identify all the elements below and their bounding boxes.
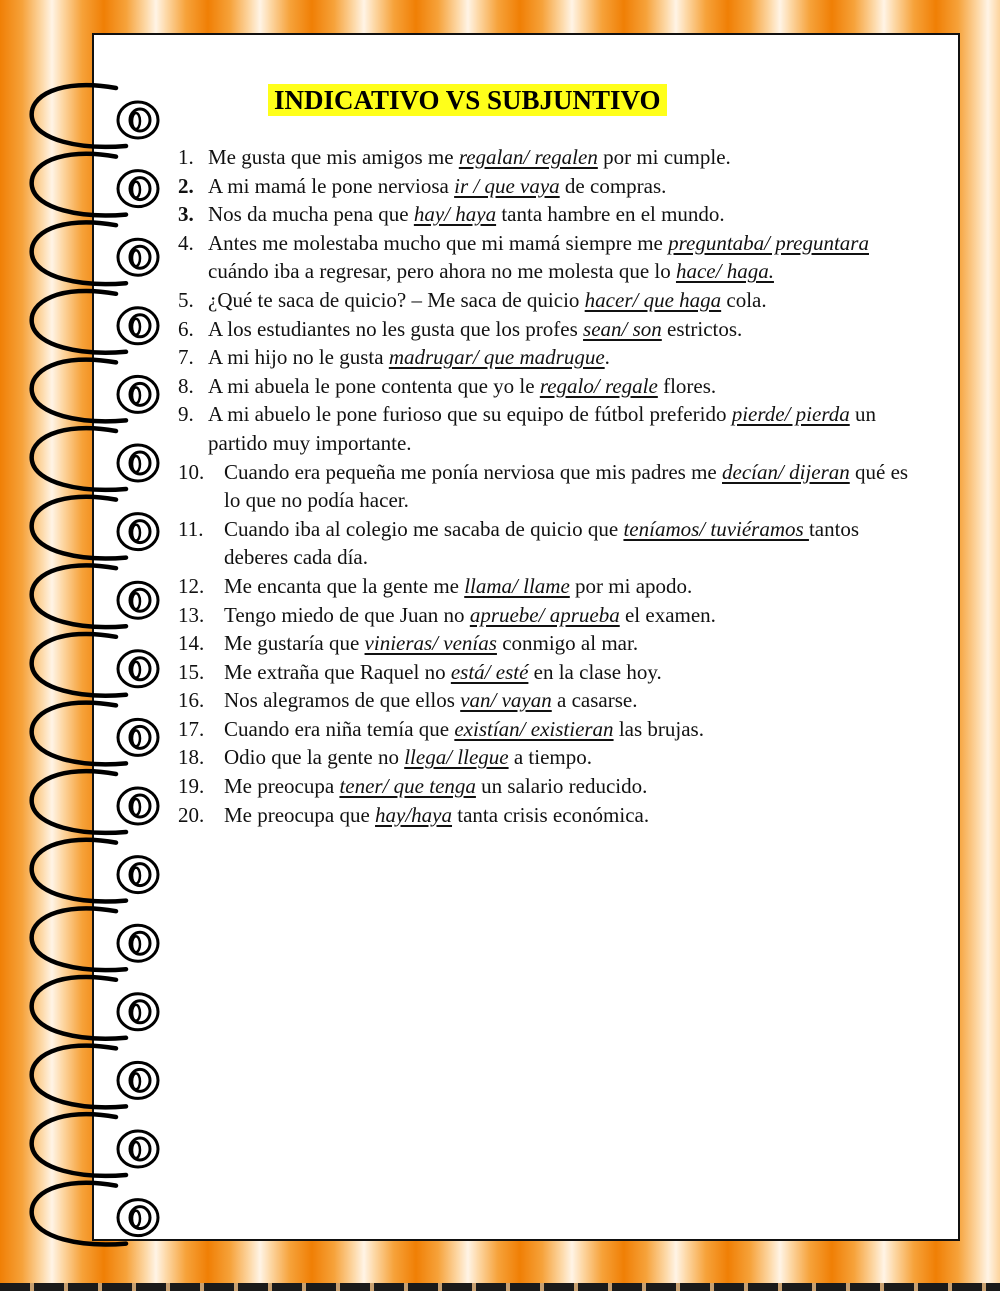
spiral-ring-icon	[32, 360, 158, 422]
item-text: Odio que la gente no	[224, 745, 405, 770]
item-text: Tengo miedo de que Juan no	[224, 602, 470, 627]
item-text-end: flores.	[657, 373, 717, 398]
exercise-item-10	[178, 458, 918, 515]
spiral-ring-icon	[32, 1114, 158, 1176]
spiral-ring-icon	[32, 85, 158, 147]
choice-options: decían/ dijeran	[722, 459, 850, 484]
item-number: 13.	[178, 602, 205, 627]
choice-options: teníamos/ tuviéramos	[623, 516, 809, 541]
spiral-ring-icon	[32, 154, 158, 216]
item-text: A mi mamá le pone nerviosa	[208, 173, 455, 198]
item-number: 19.	[178, 774, 205, 799]
choice-options: hacer/ que haga	[584, 287, 722, 312]
exercise-item-20	[178, 801, 918, 830]
item-number: 11.	[178, 516, 204, 541]
choice-options: hay/haya	[375, 802, 453, 827]
item-text-end: tanta hambre en el mundo.	[496, 202, 725, 227]
item-number: 2.	[178, 173, 194, 198]
spiral-ring-icon	[32, 908, 158, 970]
item-text-end: un partido muy importante.	[208, 402, 876, 455]
choice-options-2: hace/ haga.	[675, 259, 774, 284]
item-text-end: .	[604, 345, 610, 370]
exercise-item-3	[178, 200, 918, 229]
item-text-middle: cuándo iba a regresar, pero ahora no me molesta que lo	[208, 259, 676, 284]
exercise-item-13	[178, 601, 918, 630]
exercise-item-8	[178, 372, 918, 401]
choice-options: preguntaba/ preguntara	[668, 230, 869, 255]
choice-options: regalo/ regale	[539, 373, 658, 398]
item-number: 12.	[178, 573, 205, 598]
item-text: Me preocupa	[224, 774, 340, 799]
spiral-ring-icon	[32, 497, 158, 559]
spiral-ring-icon	[32, 634, 158, 696]
exercise-item-1	[178, 143, 918, 172]
item-text-end: a casarse.	[551, 688, 638, 713]
item-text: ¿Qué te saca de quicio? – Me saca de quicio	[208, 287, 585, 312]
choice-options: existían/ existieran	[454, 716, 614, 741]
spiral-ring-icon	[32, 703, 158, 765]
item-number: 7.	[178, 345, 194, 370]
spiral-ring-icon	[32, 977, 158, 1039]
exercise-item-19	[178, 772, 918, 801]
spiral-binding	[0, 0, 170, 1291]
item-text-end: de compras.	[559, 173, 667, 198]
item-text-end: a tiempo.	[508, 745, 592, 770]
item-number: 15.	[178, 659, 205, 684]
spiral-ring-icon	[32, 1046, 158, 1108]
exercise-item-16	[178, 686, 918, 715]
exercise-item-15	[178, 658, 918, 687]
spiral-ring-icon	[32, 840, 158, 902]
item-text-end: un salario reducido.	[475, 774, 648, 799]
choice-options: llama/ llame	[464, 573, 570, 598]
spiral-ring-icon	[32, 1183, 158, 1245]
choice-options: vinieras/ venías	[364, 631, 497, 656]
spiral-ring-icon	[32, 428, 158, 490]
exercise-item-17	[178, 715, 918, 744]
choice-options: regalan/ regalen	[458, 145, 598, 169]
item-text-end: las brujas.	[613, 716, 704, 741]
item-text-end: cola.	[721, 287, 767, 312]
exercise-item-11	[178, 515, 918, 572]
item-text: Me encanta que la gente me	[224, 573, 465, 598]
item-text: A los estudiantes no les gusta que los profes	[208, 316, 584, 341]
exercise-item-18	[178, 743, 918, 772]
item-text: Me gustaría que	[224, 631, 365, 656]
item-text: Antes me molestaba mucho que mi mamá siempre me	[208, 230, 669, 255]
exercise-item-5	[178, 286, 918, 315]
item-number: 4.	[178, 230, 194, 255]
choice-options: llega/ llegue	[404, 745, 509, 770]
item-number: 8.	[178, 373, 194, 398]
choice-options: madrugar/ que madrugue	[388, 345, 605, 370]
item-number: 18.	[178, 745, 205, 770]
choice-options: ir / que vaya	[454, 173, 560, 198]
choice-options: está/ esté	[450, 659, 529, 684]
item-text-end: en la clase hoy.	[528, 659, 662, 684]
item-number: 1.	[178, 145, 194, 169]
exercise-item-9	[178, 400, 918, 457]
item-text-end: por mi apodo.	[569, 573, 693, 598]
spiral-ring-icon	[32, 222, 158, 284]
item-text: Nos alegramos de que ellos	[224, 688, 461, 713]
exercise-item-12	[178, 572, 918, 601]
item-text: Me preocupa que	[224, 802, 376, 827]
choice-options: pierde/ pierda	[731, 402, 850, 427]
exercise-item-4	[178, 229, 918, 286]
page-title: INDICATIVO VS SUBJUNTIVO	[268, 84, 667, 116]
item-number: 9.	[178, 402, 194, 427]
item-text-end: por mi cumple.	[597, 145, 731, 169]
exercise-item-7	[178, 343, 918, 372]
item-text: A mi abuelo le pone furioso que su equipo de fútbol preferido	[208, 402, 732, 427]
item-number: 5.	[178, 287, 194, 312]
spiral-ring-icon	[32, 771, 158, 833]
item-text: Cuando era niña temía que	[224, 716, 455, 741]
item-text: Cuando era pequeña me ponía nerviosa que mis padres me	[224, 459, 723, 484]
exercise-list	[178, 143, 918, 829]
item-text: Cuando iba al colegio me sacaba de quicio que	[224, 516, 624, 541]
item-text: A mi hijo no le gusta	[208, 345, 389, 370]
choice-options: hay/ haya	[413, 202, 497, 227]
exercise-item-6	[178, 315, 918, 344]
choice-options: van/ vayan	[460, 688, 552, 713]
item-text: Me gusta que mis amigos me	[208, 145, 459, 169]
exercise-item-14	[178, 629, 918, 658]
exercise-item-2	[178, 172, 918, 201]
spiral-ring-icon	[32, 565, 158, 627]
choice-options: sean/ son	[583, 316, 662, 341]
item-text-end: estrictos.	[661, 316, 743, 341]
item-number: 20.	[178, 802, 205, 827]
item-text-end: tantos deberes cada día.	[224, 516, 860, 570]
item-number: 10.	[178, 459, 205, 484]
item-text-end: el examen.	[619, 602, 716, 627]
item-text: Me extraña que Raquel no	[224, 659, 451, 684]
choice-options: apruebe/ aprueba	[469, 602, 620, 627]
choice-options: tener/ que tenga	[339, 774, 476, 799]
item-number: 14.	[178, 631, 205, 656]
item-number: 6.	[178, 316, 194, 341]
item-text: A mi abuela le pone contenta que yo le	[208, 373, 540, 398]
item-text: Nos da mucha pena que	[208, 202, 414, 227]
item-text-end: tanta crisis económica.	[452, 802, 650, 827]
spiral-ring-icon	[32, 291, 158, 353]
item-number: 3.	[178, 202, 194, 227]
item-text-end: qué es lo que no podía hacer.	[224, 459, 909, 513]
item-number: 17.	[178, 716, 205, 741]
item-number: 16.	[178, 688, 205, 713]
item-text-end: conmigo al mar.	[496, 631, 639, 656]
